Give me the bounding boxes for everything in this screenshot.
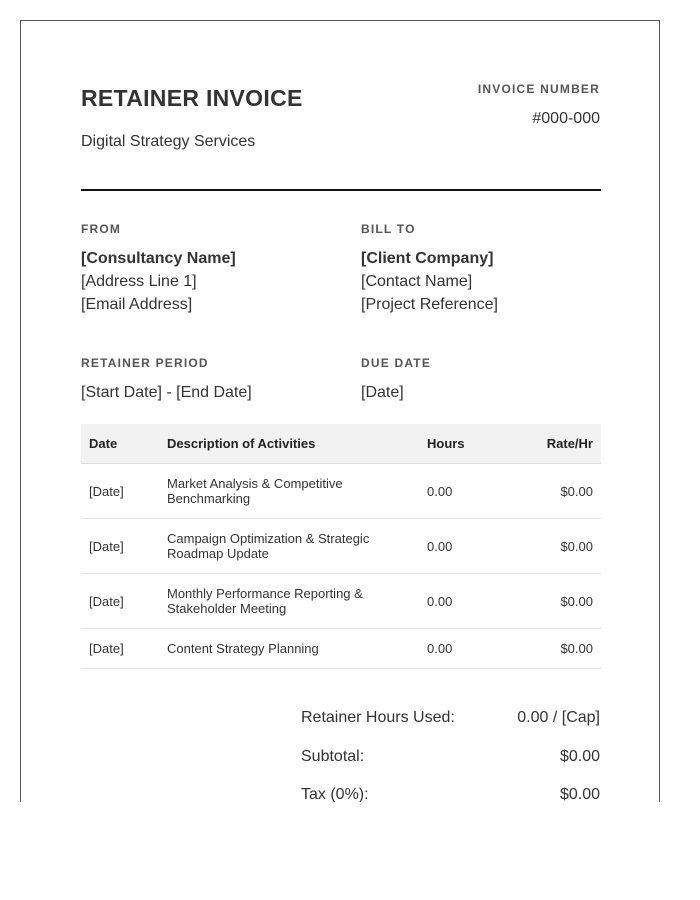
from-address: [Address Line 1]	[81, 273, 197, 290]
invoice-number-label: INVOICE NUMBER	[477, 82, 600, 96]
table-row	[81, 519, 601, 574]
row-hours: 0.00	[419, 519, 523, 574]
table-row	[81, 574, 601, 629]
bill-to-label: BILL TO	[361, 222, 416, 236]
invoice-subtitle: Digital Strategy Services	[81, 133, 256, 150]
subtotal-label: Subtotal:	[301, 748, 365, 765]
header-hours: Hours	[419, 424, 523, 464]
row-rate: $0.00	[523, 519, 601, 574]
tax-label: Tax (0%):	[301, 786, 369, 802]
row-date: [Date]	[81, 464, 159, 519]
row-date: [Date]	[81, 629, 159, 669]
bill-to-project: [Project Reference]	[361, 296, 498, 313]
row-rate: $0.00	[523, 464, 601, 519]
invoice-number: #000-000	[532, 110, 600, 127]
bill-to-company: [Client Company]	[361, 250, 494, 267]
invoice-title: RETAINER INVOICE	[81, 85, 303, 111]
hours-used-value: 0.00 / [Cap]	[517, 709, 600, 726]
from-name: [Consultancy Name]	[81, 250, 236, 267]
from-email: [Email Address]	[81, 296, 193, 313]
tax-value: $0.00	[559, 786, 600, 802]
from-block	[81, 247, 236, 316]
retainer-period-label: RETAINER PERIOD	[81, 356, 209, 370]
bill-to-block	[361, 247, 498, 316]
row-description: Monthly Performance Reporting & Stakeholder Meeting	[159, 574, 419, 629]
activities-table	[81, 424, 601, 669]
invoice-sheet	[20, 20, 660, 802]
retainer-period-value: [Start Date] - [End Date]	[81, 384, 252, 401]
header-rate: Rate/Hr	[523, 424, 601, 464]
table-row	[81, 464, 601, 519]
row-hours: 0.00	[419, 629, 523, 669]
hours-used-label: Retainer Hours Used:	[301, 709, 455, 726]
row-date: [Date]	[81, 574, 159, 629]
subtotal-value: $0.00	[559, 748, 600, 765]
row-rate: $0.00	[523, 629, 601, 669]
due-date-value: [Date]	[361, 384, 404, 401]
header-divider	[81, 189, 601, 191]
row-description: Market Analysis & Competitive Benchmarking	[159, 464, 419, 519]
row-rate: $0.00	[523, 574, 601, 629]
bill-to-contact: [Contact Name]	[361, 273, 473, 290]
from-label: FROM	[81, 222, 122, 236]
row-date: [Date]	[81, 519, 159, 574]
table-row	[81, 629, 601, 669]
header-date: Date	[81, 424, 159, 464]
row-description: Content Strategy Planning	[159, 629, 419, 669]
table-header-row	[81, 424, 601, 464]
row-description: Campaign Optimization & Strategic Roadmap Update	[159, 519, 419, 574]
header-description: Description of Activities	[159, 424, 419, 464]
row-hours: 0.00	[419, 574, 523, 629]
row-hours: 0.00	[419, 464, 523, 519]
due-date-label: DUE DATE	[361, 356, 432, 370]
